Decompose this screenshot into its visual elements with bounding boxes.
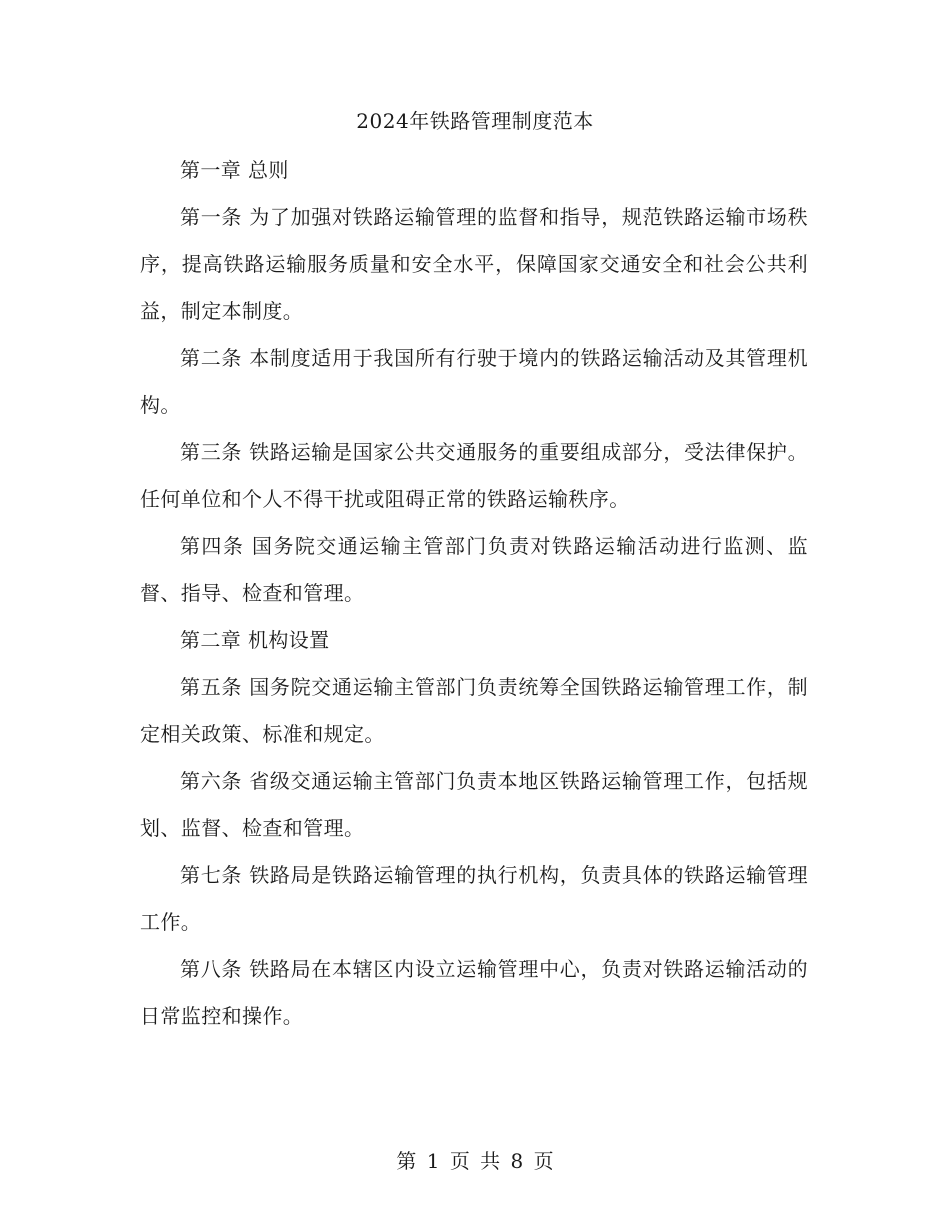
chapter-heading: 第二章 机构设置 bbox=[180, 628, 330, 652]
page-number-footer: 第 1 页 共 8 页 bbox=[396, 1149, 554, 1173]
chapter-heading: 第一章 总则 bbox=[180, 158, 289, 182]
article-paragraph: 第四条 国务院交通运输主管部门负责对铁路运输活动进行监测、监督、指导、检查和管理。 bbox=[140, 534, 808, 605]
article-paragraph: 第八条 铁路局在本辖区内设立运输管理中心，负责对铁路运输活动的日常监控和操作。 bbox=[140, 957, 808, 1028]
article-paragraph: 第二条 本制度适用于我国所有行驶于境内的铁路运输活动及其管理机构。 bbox=[140, 346, 808, 417]
document-title: 2024年铁路管理制度范本 bbox=[356, 109, 594, 133]
article-paragraph: 第七条 铁路局是铁路运输管理的执行机构，负责具体的铁路运输管理工作。 bbox=[140, 863, 808, 934]
article-paragraph: 第一条 为了加强对铁路运输管理的监督和指导，规范铁路运输市场秩序，提高铁路运输服务质量和安全水平，保障国家交通安全和社会公共利益，制定本制度。 bbox=[140, 205, 808, 323]
article-paragraph: 第六条 省级交通运输主管部门负责本地区铁路运输管理工作，包括规划、监督、检查和管理。 bbox=[140, 769, 808, 840]
document-body bbox=[140, 147, 808, 1040]
article-paragraph: 第三条 铁路运输是国家公共交通服务的重要组成部分，受法律保护。任何单位和个人不得干扰或阻碍正常的铁路运输秩序。 bbox=[140, 440, 808, 511]
article-paragraph: 第五条 国务院交通运输主管部门负责统筹全国铁路运输管理工作，制定相关政策、标准和规定。 bbox=[140, 675, 808, 746]
